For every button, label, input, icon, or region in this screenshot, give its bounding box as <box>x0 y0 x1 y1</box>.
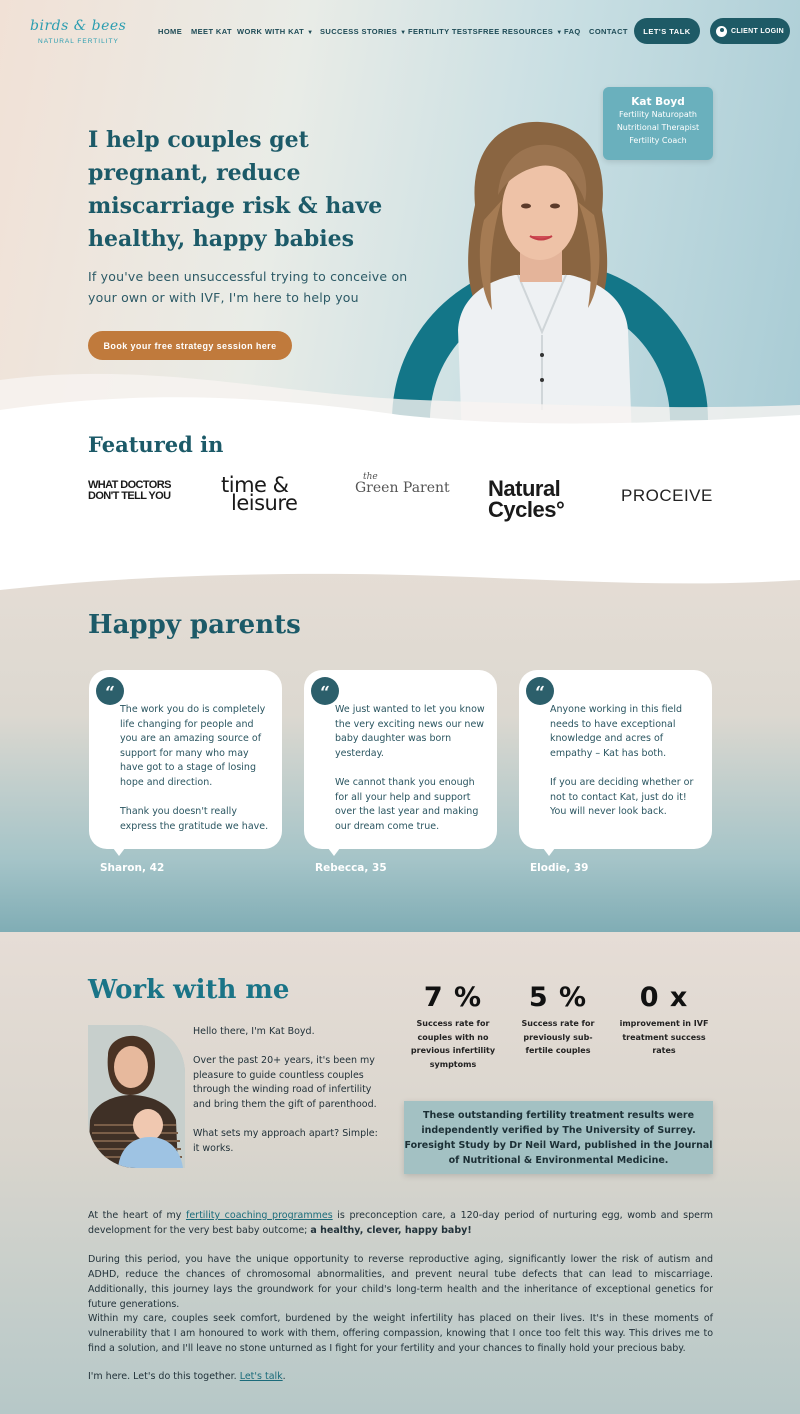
nav-work-with-kat-label: WORK WITH KAT <box>237 27 305 36</box>
logo-script: birds & bees <box>30 18 127 34</box>
nav-meet-kat[interactable]: MEET KAT <box>191 27 232 36</box>
logo-subtitle: NATURAL FERTILITY <box>38 38 119 45</box>
chevron-down-icon: ▼ <box>556 30 563 36</box>
logo-text: time & <box>221 473 289 497</box>
chevron-down-icon: ▼ <box>307 30 314 36</box>
quote-icon: “ <box>526 677 554 705</box>
testimonial-card <box>519 670 712 849</box>
user-icon <box>716 26 727 37</box>
client-login-label: CLIENT LOGIN <box>731 27 784 35</box>
logo-what-doctors-dont-tell-you <box>88 480 171 502</box>
logo-text: Green Parent <box>355 480 450 496</box>
stat-block <box>513 982 603 1058</box>
body-paragraph <box>88 1369 713 1384</box>
logo-proceive <box>621 486 713 506</box>
chevron-down-icon: ▼ <box>400 30 407 36</box>
testimonial-text <box>120 703 272 834</box>
book-strategy-session-button[interactable]: Book your free strategy session here <box>88 331 292 360</box>
testimonial-paragraph: If you are deciding whether or not to contact Kat, just do it! You will never look back. <box>550 776 694 818</box>
body-bold-text: a healthy, clever, happy baby! <box>310 1225 472 1236</box>
hero-subtitle: If you've been unsuccessful trying to conceive on your own or with IVF, I'm here to help you <box>88 269 408 305</box>
work-with-me-title: Work with me <box>88 975 290 1005</box>
nav-contact[interactable]: CONTACT <box>589 27 628 36</box>
kat-boyd-card <box>603 87 713 160</box>
kat-with-baby-photo <box>88 1025 185 1168</box>
fertility-coaching-programmes-link[interactable]: fertility coaching programmes <box>185 1210 333 1221</box>
logo-text: DON'T TELL YOU <box>88 490 171 502</box>
lets-talk-link[interactable]: Let's talk <box>239 1371 283 1382</box>
lets-talk-button[interactable]: LET'S TALK <box>634 18 700 44</box>
card-name: Kat Boyd <box>631 96 685 108</box>
nav-success-stories-label: SUCCESS STORIES <box>320 27 398 36</box>
stat-label: Success rate for couples with no previous infertility symptoms <box>410 1019 496 1069</box>
stat-label: Success rate for previously sub-fertile couples <box>521 1019 595 1055</box>
logo-green-parent <box>355 472 450 496</box>
hero-section <box>0 0 800 440</box>
stat-value: 0 x <box>639 982 689 1013</box>
testimonial-text <box>335 703 487 834</box>
logo-text: the <box>363 472 378 482</box>
intro-paragraph: Hello there, I'm Kat Boyd. <box>193 1026 315 1037</box>
section-wave <box>0 570 800 610</box>
featured-title: Featured in <box>88 432 224 457</box>
intro-text <box>193 1025 378 1156</box>
nav-faq[interactable]: FAQ <box>564 27 581 36</box>
site-logo[interactable] <box>12 16 132 50</box>
body-text-span: is preconception care, a 120-day period of nurturing egg, womb and sperm development for the very best baby outcome; <box>88 1210 713 1236</box>
card-role: Fertility Coach <box>629 136 687 145</box>
testimonial-author: Sharon, 42 <box>100 862 165 874</box>
stat-block <box>619 982 709 1058</box>
stat-label: improvement in IVF treatment success rates <box>619 1019 709 1055</box>
photo-illustration <box>88 1025 185 1168</box>
testimonial-paragraph: We just wanted to let you know the very exciting news our new baby daughter was born yesterday. <box>335 704 485 759</box>
testimonial-paragraph: We cannot thank you enough for all your help and support over the last year and making our dream come true. <box>335 776 479 832</box>
testimonial-author: Elodie, 39 <box>530 862 589 874</box>
testimonial-card <box>89 670 282 849</box>
intro-paragraph: What sets my approach apart? Simple: it works. <box>193 1128 378 1154</box>
card-role: Nutritional Therapist <box>616 123 700 132</box>
hero-title: I help couples get pregnant, reduce miscarriage risk & have healthy, happy babies <box>88 127 383 252</box>
nav-free-resources-label: FREE RESOURCES <box>478 27 554 36</box>
body-text-span: . <box>282 1371 286 1382</box>
quote-icon: “ <box>96 677 124 705</box>
body-paragraph <box>88 1208 713 1238</box>
stat-block <box>408 982 498 1071</box>
testimonial-paragraph: Anyone working in this field needs to have exceptional knowledge and acres of empathy – Kat has both. <box>550 704 683 759</box>
nav-work-with-kat[interactable] <box>237 27 313 36</box>
body-paragraph: During this period, you have the unique opportunity to reverse reproductive aging, significantly lower the risk of autism and ADHD, reduce the chances of chromosomal abnormalities, and prevent neural tube defects that can lead to miscarriage. Additionally, this journey lays the groundwork for your child's long-term health and the inheritance of exceptional genetics for future generations. <box>88 1254 713 1310</box>
nav-fertility-tests[interactable]: FERTILITY TESTS <box>408 27 479 36</box>
quote-icon: “ <box>311 677 339 705</box>
nav-home[interactable]: HOME <box>158 27 183 36</box>
verification-box: These outstanding fertility treatment results were independently verified by The University of Surrey. Foresight Study by Dr Neil Ward, published in the Journal of Nutritional & Environmental Medicine. <box>404 1101 713 1174</box>
body-text-span: At the heart of my <box>88 1210 186 1221</box>
nav-success-stories[interactable] <box>320 27 406 36</box>
logo-text: PROCEIVE <box>621 486 713 505</box>
testimonial-paragraph: The work you do is completely life changing for people and you are an amazing source of support for many who may have got to a stage of losing hope and direction. <box>120 704 266 788</box>
stat-value: 7 % <box>423 982 483 1013</box>
client-login-button[interactable] <box>710 18 790 44</box>
logo-text: leisure <box>231 491 298 515</box>
intro-paragraph: Over the past 20+ years, it's been my pleasure to guide countless couples through the winding road of infertility and bring them the gift of parenthood. <box>193 1055 377 1110</box>
logo-text: WHAT DOCTORS <box>88 479 171 491</box>
hero-wave <box>0 360 800 440</box>
body-paragraph: Within my care, couples seek comfort, burdened by the weight infertility has placed on their lives. It's in these moments of vulnerability that I am honoured to work with them, offering compassion, knowing that I once too felt this way. This drives me to find a solution, and I'll leave no stone unturned as I fight for your fertility and your chances to finally hold your precious baby. <box>88 1313 713 1354</box>
testimonial-text <box>550 703 702 820</box>
testimonial-author: Rebecca, 35 <box>315 862 387 874</box>
testimonial-card <box>304 670 497 849</box>
card-role: Fertility Naturopath <box>619 110 697 119</box>
logo-natural-cycles <box>488 478 564 520</box>
testimonial-paragraph: Thank you doesn't really express the gratitude we have. <box>120 806 269 832</box>
body-text-span: I'm here. Let's do this together. <box>88 1371 240 1382</box>
logo-text: Natural <box>488 476 561 501</box>
nav-free-resources[interactable] <box>478 27 563 36</box>
logo-time-and-leisure <box>221 473 298 515</box>
main-nav <box>0 14 800 50</box>
happy-parents-title: Happy parents <box>88 610 301 640</box>
logo-text: Cycles° <box>488 497 565 522</box>
stat-value: 5 % <box>528 982 588 1013</box>
